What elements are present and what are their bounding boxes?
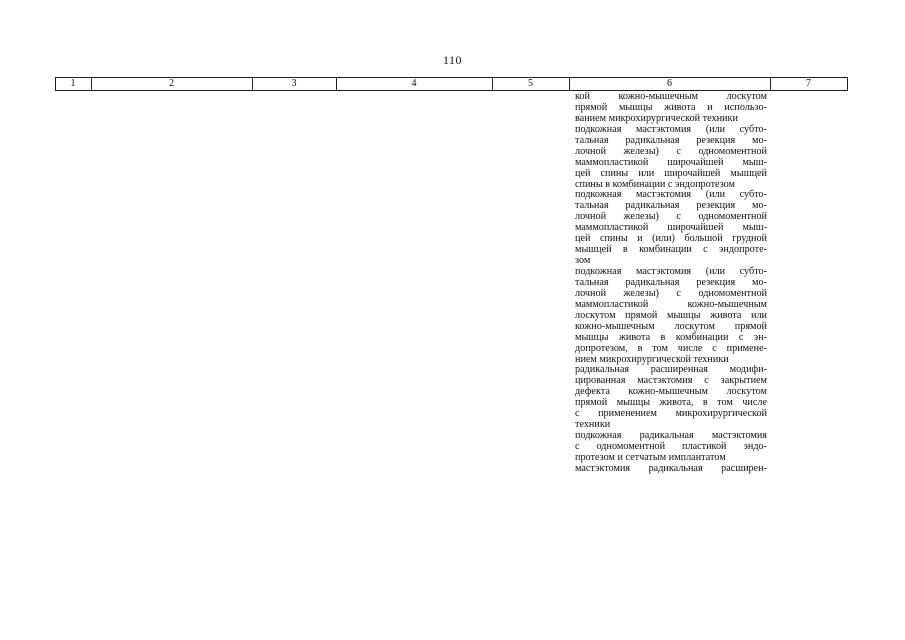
column-header-3: 3 bbox=[291, 78, 297, 89]
text-line: спины в комбинации с эндопротезом bbox=[575, 178, 735, 190]
column-header-4: 4 bbox=[411, 78, 417, 89]
column-header-1: 1 bbox=[70, 78, 76, 89]
text-line: радикальная расширенная модифи- bbox=[575, 364, 767, 376]
text-line: тальная радикальная резекция мо- bbox=[575, 200, 767, 212]
text-line: цей спины или широчайшей мышцей bbox=[575, 167, 767, 179]
column-header-6: 6 bbox=[667, 78, 672, 89]
text-line: тальная радикальная резекция мо- bbox=[575, 134, 767, 146]
text-line: подкожная мастэктомия (или субто- bbox=[575, 123, 767, 135]
text-line: мышцей в комбинации с эндопроте- bbox=[575, 244, 767, 256]
text-line: прямой мышцы живота и использо- bbox=[575, 101, 767, 113]
text-line: нием микрохирургической техники bbox=[575, 353, 729, 365]
text-line: лочной железы) с одномоментной bbox=[575, 211, 767, 223]
text-line: протезом и сетчатым имплантатом bbox=[575, 451, 726, 463]
text-line: подкожная мастэктомия (или субто- bbox=[575, 266, 767, 277]
text-line: лочной железы) с одномоментной bbox=[575, 287, 767, 299]
column-header-7: 7 bbox=[806, 78, 811, 89]
column-divider bbox=[847, 77, 848, 91]
text-line: кой кожно-мышечным лоскутом bbox=[575, 91, 767, 102]
text-line: цированная мастэктомия с закрытием bbox=[575, 375, 767, 387]
text-line: с применением микрохирургической bbox=[575, 408, 767, 420]
text-line: маммопластикой широчайшей мыш- bbox=[575, 156, 767, 168]
text-line: кожно-мышечным лоскутом прямой bbox=[575, 320, 767, 332]
text-line: зом bbox=[575, 255, 591, 267]
column-6-cell-text bbox=[575, 92, 767, 475]
text-line: подкожная радикальная мастэктомия bbox=[575, 430, 767, 442]
text-line: допротезом, в том числе с примене- bbox=[575, 342, 767, 354]
text-line: с одномоментной пластикой эндо- bbox=[575, 441, 767, 452]
text-line: маммопластикой широчайшей мыш- bbox=[575, 222, 767, 234]
text-line: техники bbox=[575, 419, 611, 431]
text-line: лочной железы) с одномоментной bbox=[575, 145, 767, 157]
text-line: дефекта кожно-мышечным лоскутом bbox=[575, 386, 767, 398]
column-header-5: 5 bbox=[528, 78, 533, 89]
page-number: 110 bbox=[442, 53, 463, 67]
text-line: цей спины и (или) большой грудной bbox=[575, 233, 767, 245]
text-line: лоскутом прямой мышцы живота или bbox=[575, 309, 767, 321]
text-line: мастэктомия радикальная расширен- bbox=[575, 462, 767, 474]
text-line: подкожная мастэктомия (или субто- bbox=[575, 189, 767, 201]
text-line: прямой мышцы живота, в том числе bbox=[575, 397, 767, 409]
text-line: мышцы живота в комбинации с эн- bbox=[575, 331, 767, 343]
text-line: маммопластикой кожно-мышечным bbox=[575, 298, 767, 310]
text-line: ванием микрохирургической техники bbox=[575, 112, 738, 124]
text-line: тальная радикальная резекция мо- bbox=[575, 276, 767, 288]
column-header-2: 2 bbox=[169, 78, 174, 89]
